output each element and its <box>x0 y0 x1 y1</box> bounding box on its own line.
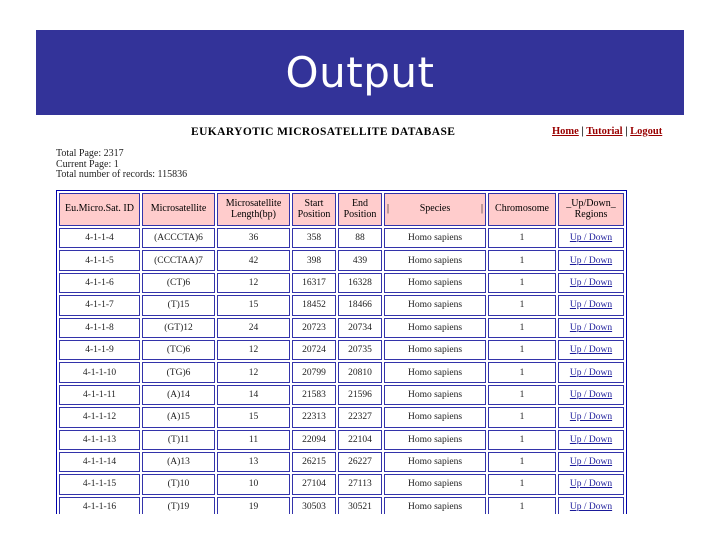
table-row <box>59 430 624 450</box>
cell-end: 20735 <box>338 340 382 360</box>
slide-title: Output <box>285 48 435 97</box>
cell-chromosome: 1 <box>488 497 556 514</box>
cell-start: 21583 <box>292 385 336 405</box>
cell-start: 398 <box>292 250 336 270</box>
col-header-length: Microsatellite Length(bp) <box>217 193 290 226</box>
cell-microsatellite: (T)10 <box>142 474 215 494</box>
col-header-end: End Position <box>338 193 382 226</box>
cell-id: 4-1-1-5 <box>59 250 140 270</box>
cell-species: Homo sapiens <box>384 430 486 450</box>
col-header-microsatellite: Microsatellite <box>142 193 215 226</box>
cell-end: 22327 <box>338 407 382 427</box>
cell-length: 42 <box>217 250 290 270</box>
cell-start: 16317 <box>292 273 336 293</box>
cell-chromosome: 1 <box>488 362 556 382</box>
cell-regions <box>558 407 624 427</box>
cell-start: 20723 <box>292 318 336 338</box>
cell-start: 20724 <box>292 340 336 360</box>
cell-species: Homo sapiens <box>384 228 486 248</box>
database-page-screenshot <box>36 118 670 514</box>
cell-chromosome: 1 <box>488 430 556 450</box>
cell-length: 12 <box>217 340 290 360</box>
cell-id: 4-1-1-14 <box>59 452 140 472</box>
cell-end: 20734 <box>338 318 382 338</box>
species-header-label: Species <box>419 203 451 215</box>
cell-microsatellite: (T)11 <box>142 430 215 450</box>
cell-microsatellite: (T)19 <box>142 497 215 514</box>
cell-chromosome: 1 <box>488 273 556 293</box>
cell-end: 439 <box>338 250 382 270</box>
cell-id: 4-1-1-7 <box>59 295 140 315</box>
table-body <box>59 228 624 514</box>
cell-start: 22094 <box>292 430 336 450</box>
top-nav <box>552 126 662 137</box>
cell-start: 22313 <box>292 407 336 427</box>
nav-tutorial-link[interactable]: Tutorial <box>586 126 623 137</box>
cell-length: 10 <box>217 474 290 494</box>
cell-id: 4-1-1-8 <box>59 318 140 338</box>
cell-regions <box>558 430 624 450</box>
up-down-link[interactable]: Up / Down <box>569 412 613 423</box>
cell-length: 12 <box>217 362 290 382</box>
up-down-link[interactable]: Up / Down <box>569 501 613 512</box>
table-row <box>59 250 624 270</box>
cell-microsatellite: (TG)6 <box>142 362 215 382</box>
cell-regions <box>558 250 624 270</box>
total-pages-text: Total Page: 2317 <box>56 148 124 159</box>
table-row <box>59 340 624 360</box>
cell-id: 4-1-1-13 <box>59 430 140 450</box>
table-row <box>59 318 624 338</box>
nav-separator: | <box>625 126 628 137</box>
cell-end: 27113 <box>338 474 382 494</box>
cell-start: 18452 <box>292 295 336 315</box>
up-down-link[interactable]: Up / Down <box>569 389 613 400</box>
cell-species: Homo sapiens <box>384 340 486 360</box>
col-header-id: Eu.Micro.Sat. ID <box>59 193 140 226</box>
cell-length: 15 <box>217 295 290 315</box>
cell-start: 27104 <box>292 474 336 494</box>
col-header-chromosome: Chromosome <box>488 193 556 226</box>
results-table <box>56 190 627 514</box>
table-header-row <box>59 193 624 226</box>
cell-regions <box>558 385 624 405</box>
table-row <box>59 385 624 405</box>
cell-chromosome: 1 <box>488 295 556 315</box>
cell-id: 4-1-1-15 <box>59 474 140 494</box>
table-row <box>59 273 624 293</box>
cell-length: 19 <box>217 497 290 514</box>
cell-end: 21596 <box>338 385 382 405</box>
cell-id: 4-1-1-12 <box>59 407 140 427</box>
cell-regions <box>558 452 624 472</box>
cell-length: 36 <box>217 228 290 248</box>
cell-length: 13 <box>217 452 290 472</box>
cell-species: Homo sapiens <box>384 362 486 382</box>
nav-home-link[interactable]: Home <box>552 126 579 137</box>
table-row <box>59 474 624 494</box>
col-header-species <box>384 193 486 226</box>
cell-end: 16328 <box>338 273 382 293</box>
database-title: EUKARYOTIC MICROSATELLITE DATABASE <box>191 126 456 138</box>
cell-regions <box>558 474 624 494</box>
cell-id: 4-1-1-9 <box>59 340 140 360</box>
col-header-regions: _Up/Down_ Regions <box>558 193 624 226</box>
cell-start: 20799 <box>292 362 336 382</box>
cell-start: 358 <box>292 228 336 248</box>
cell-chromosome: 1 <box>488 474 556 494</box>
cell-end: 20810 <box>338 362 382 382</box>
up-down-link[interactable]: Up / Down <box>569 345 613 356</box>
cell-microsatellite: (GT)12 <box>142 318 215 338</box>
cell-chromosome: 1 <box>488 228 556 248</box>
cell-species: Homo sapiens <box>384 407 486 427</box>
cell-microsatellite: (CT)6 <box>142 273 215 293</box>
cell-regions <box>558 273 624 293</box>
cell-chromosome: 1 <box>488 407 556 427</box>
cell-regions <box>558 228 624 248</box>
cell-id: 4-1-1-11 <box>59 385 140 405</box>
cell-regions <box>558 318 624 338</box>
cell-species: Homo sapiens <box>384 452 486 472</box>
up-down-link[interactable]: Up / Down <box>569 233 613 244</box>
up-down-link[interactable]: Up / Down <box>569 255 613 266</box>
cell-species: Homo sapiens <box>384 497 486 514</box>
slide-title-bar <box>36 30 684 115</box>
up-down-link[interactable]: Up / Down <box>569 277 613 288</box>
table-row <box>59 407 624 427</box>
up-down-link[interactable]: Up / Down <box>569 479 613 490</box>
cell-length: 14 <box>217 385 290 405</box>
cell-species: Homo sapiens <box>384 295 486 315</box>
cell-microsatellite: (TC)6 <box>142 340 215 360</box>
record-stats <box>56 149 187 181</box>
cell-species: Homo sapiens <box>384 385 486 405</box>
species-bar-right: | <box>480 203 483 215</box>
cell-species: Homo sapiens <box>384 474 486 494</box>
cell-species: Homo sapiens <box>384 318 486 338</box>
cell-regions <box>558 497 624 514</box>
total-records-text: Total number of records: 115836 <box>56 169 188 180</box>
table-row <box>59 228 624 248</box>
cell-length: 15 <box>217 407 290 427</box>
table-row <box>59 497 624 514</box>
cell-end: 26227 <box>338 452 382 472</box>
cell-id: 4-1-1-6 <box>59 273 140 293</box>
cell-microsatellite: (T)15 <box>142 295 215 315</box>
cell-chromosome: 1 <box>488 385 556 405</box>
cell-chromosome: 1 <box>488 340 556 360</box>
up-down-link[interactable]: Up / Down <box>569 367 613 378</box>
cell-regions <box>558 340 624 360</box>
cell-length: 11 <box>217 430 290 450</box>
cell-end: 22104 <box>338 430 382 450</box>
cell-microsatellite: (A)14 <box>142 385 215 405</box>
cell-microsatellite: (A)13 <box>142 452 215 472</box>
nav-separator: | <box>581 126 584 137</box>
cell-end: 18466 <box>338 295 382 315</box>
cell-regions <box>558 362 624 382</box>
cell-length: 24 <box>217 318 290 338</box>
up-down-link[interactable]: Up / Down <box>569 457 613 468</box>
cell-species: Homo sapiens <box>384 273 486 293</box>
cell-regions <box>558 295 624 315</box>
cell-chromosome: 1 <box>488 318 556 338</box>
up-down-link[interactable]: Up / Down <box>569 300 613 311</box>
current-page-text: Current Page: 1 <box>56 158 119 170</box>
cell-microsatellite: (ACCCTA)6 <box>142 228 215 248</box>
cell-length: 12 <box>217 273 290 293</box>
cell-microsatellite: (CCCTAA)7 <box>142 250 215 270</box>
cell-end: 88 <box>338 228 382 248</box>
cell-id: 4-1-1-16 <box>59 497 140 514</box>
cell-end: 30521 <box>338 497 382 514</box>
species-bar-left: | <box>387 203 390 215</box>
cell-id: 4-1-1-10 <box>59 362 140 382</box>
table-row <box>59 295 624 315</box>
cell-start: 30503 <box>292 497 336 514</box>
cell-chromosome: 1 <box>488 250 556 270</box>
up-down-link[interactable]: Up / Down <box>569 434 613 445</box>
cell-species: Homo sapiens <box>384 250 486 270</box>
cell-chromosome: 1 <box>488 452 556 472</box>
cell-start: 26215 <box>292 452 336 472</box>
up-down-link[interactable]: Up / Down <box>569 322 613 333</box>
cell-id: 4-1-1-4 <box>59 228 140 248</box>
table-row <box>59 362 624 382</box>
col-header-start: Start Position <box>292 193 336 226</box>
table-row <box>59 452 624 472</box>
cell-microsatellite: (A)15 <box>142 407 215 427</box>
nav-logout-link[interactable]: Logout <box>630 126 663 137</box>
